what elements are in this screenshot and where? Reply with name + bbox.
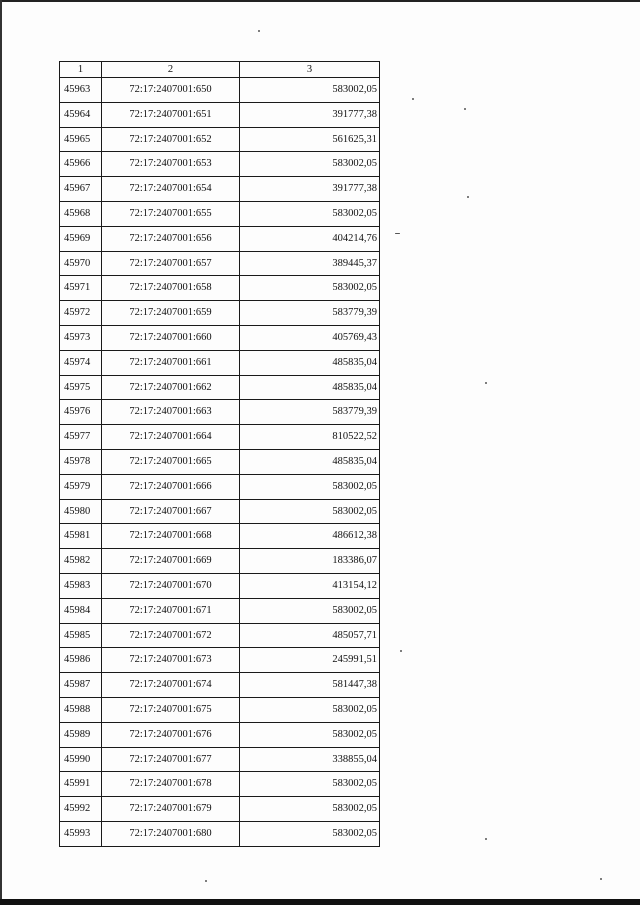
row-number: 45964 [60,102,102,127]
scan-edge-left [0,0,2,905]
row-number: 45993 [60,821,102,846]
cadastral-number: 72:17:2407001:667 [102,499,240,524]
cadastral-value: 583002,05 [240,821,380,846]
table-row [60,499,380,524]
row-number: 45966 [60,152,102,177]
row-number: 45971 [60,276,102,301]
cadastral-value: 486612,38 [240,524,380,549]
cadastral-value: 583002,05 [240,276,380,301]
cadastral-value: 485057,71 [240,623,380,648]
scan-speck [467,196,469,198]
cadastral-number: 72:17:2407001:657 [102,251,240,276]
table-row [60,573,380,598]
scan-edge-bottom [0,899,640,905]
cadastral-value: 485835,04 [240,375,380,400]
table-row [60,177,380,202]
row-number: 45984 [60,598,102,623]
table-row [60,201,380,226]
table-row [60,375,380,400]
table-row [60,102,380,127]
row-number: 45976 [60,400,102,425]
scan-speck [600,878,602,880]
table-row [60,549,380,574]
cadastral-number: 72:17:2407001:669 [102,549,240,574]
row-number: 45979 [60,474,102,499]
table-row [60,325,380,350]
cadastral-value: 583002,05 [240,499,380,524]
scan-speck [395,233,400,234]
table-row [60,821,380,846]
cadastral-number: 72:17:2407001:676 [102,722,240,747]
cadastral-value: 583002,05 [240,474,380,499]
cadastral-value: 391777,38 [240,102,380,127]
row-number: 45968 [60,201,102,226]
cadastral-number: 72:17:2407001:656 [102,226,240,251]
row-number: 45965 [60,127,102,152]
table-row [60,474,380,499]
table-row [60,78,380,103]
row-number: 45992 [60,797,102,822]
row-number: 45983 [60,573,102,598]
table-row [60,747,380,772]
cadastral-value: 561625,31 [240,127,380,152]
cadastral-number: 72:17:2407001:679 [102,797,240,822]
table-row [60,772,380,797]
column-header-3: 3 [240,62,380,78]
row-number: 45974 [60,350,102,375]
row-number: 45973 [60,325,102,350]
table-row [60,449,380,474]
cadastral-value: 183386,07 [240,549,380,574]
cadastral-number: 72:17:2407001:658 [102,276,240,301]
row-number: 45990 [60,747,102,772]
scan-edge-top [0,0,640,2]
cadastral-value: 389445,37 [240,251,380,276]
cadastral-value: 583002,05 [240,598,380,623]
cadastral-number: 72:17:2407001:664 [102,425,240,450]
cadastral-number: 72:17:2407001:659 [102,301,240,326]
cadastral-value: 583779,39 [240,301,380,326]
cadastral-value: 810522,52 [240,425,380,450]
scan-speck [400,650,402,652]
cadastral-number: 72:17:2407001:680 [102,821,240,846]
row-number: 45987 [60,673,102,698]
cadastral-number: 72:17:2407001:665 [102,449,240,474]
cadastral-value: 485835,04 [240,449,380,474]
table-row [60,673,380,698]
cadastral-number: 72:17:2407001:650 [102,78,240,103]
cadastral-value: 583779,39 [240,400,380,425]
cadastral-value: 413154,12 [240,573,380,598]
scan-speck [485,838,487,840]
row-number: 45972 [60,301,102,326]
cadastral-number: 72:17:2407001:672 [102,623,240,648]
cadastral-value: 391777,38 [240,177,380,202]
table-row [60,251,380,276]
cadastral-number: 72:17:2407001:663 [102,400,240,425]
table-row [60,697,380,722]
table-row [60,400,380,425]
row-number: 45989 [60,722,102,747]
cadastral-value: 583002,05 [240,697,380,722]
row-number: 45977 [60,425,102,450]
cadastral-number: 72:17:2407001:652 [102,127,240,152]
row-number: 45967 [60,177,102,202]
table-row [60,623,380,648]
table-row [60,598,380,623]
cadastral-value: 405769,43 [240,325,380,350]
table-row [60,127,380,152]
cadastral-number: 72:17:2407001:655 [102,201,240,226]
table-row [60,152,380,177]
cadastral-number: 72:17:2407001:673 [102,648,240,673]
cadastral-table [59,61,380,847]
scan-speck [205,880,207,882]
cadastral-number: 72:17:2407001:670 [102,573,240,598]
table-row [60,350,380,375]
cadastral-number: 72:17:2407001:660 [102,325,240,350]
row-number: 45982 [60,549,102,574]
row-number: 45975 [60,375,102,400]
row-number: 45963 [60,78,102,103]
column-header-1: 1 [60,62,102,78]
table-row [60,226,380,251]
table-row [60,301,380,326]
table-row [60,425,380,450]
cadastral-value: 583002,05 [240,201,380,226]
cadastral-value: 404214,76 [240,226,380,251]
cadastral-number: 72:17:2407001:653 [102,152,240,177]
scan-speck [485,382,487,384]
scan-speck [464,108,466,110]
cadastral-value: 485835,04 [240,350,380,375]
cadastral-number: 72:17:2407001:666 [102,474,240,499]
table-header-row [60,62,380,78]
cadastral-number: 72:17:2407001:678 [102,772,240,797]
row-number: 45970 [60,251,102,276]
cadastral-number: 72:17:2407001:651 [102,102,240,127]
row-number: 45991 [60,772,102,797]
table-row [60,722,380,747]
cadastral-value: 583002,05 [240,797,380,822]
cadastral-number: 72:17:2407001:671 [102,598,240,623]
table-row [60,276,380,301]
scan-speck [412,98,414,100]
table-row [60,797,380,822]
cadastral-value: 581447,38 [240,673,380,698]
scan-speck [258,30,260,32]
cadastral-number: 72:17:2407001:662 [102,375,240,400]
cadastral-number: 72:17:2407001:675 [102,697,240,722]
cadastral-value: 583002,05 [240,722,380,747]
row-number: 45988 [60,697,102,722]
cadastral-value: 583002,05 [240,152,380,177]
row-number: 45981 [60,524,102,549]
cadastral-number: 72:17:2407001:668 [102,524,240,549]
cadastral-number: 72:17:2407001:661 [102,350,240,375]
row-number: 45969 [60,226,102,251]
cadastral-number: 72:17:2407001:654 [102,177,240,202]
cadastral-number: 72:17:2407001:674 [102,673,240,698]
row-number: 45986 [60,648,102,673]
row-number: 45980 [60,499,102,524]
cadastral-value: 583002,05 [240,78,380,103]
table-row [60,648,380,673]
cadastral-value: 245991,51 [240,648,380,673]
cadastral-value: 583002,05 [240,772,380,797]
cadastral-number: 72:17:2407001:677 [102,747,240,772]
table-row [60,524,380,549]
row-number: 45985 [60,623,102,648]
cadastral-value: 338855,04 [240,747,380,772]
column-header-2: 2 [102,62,240,78]
row-number: 45978 [60,449,102,474]
